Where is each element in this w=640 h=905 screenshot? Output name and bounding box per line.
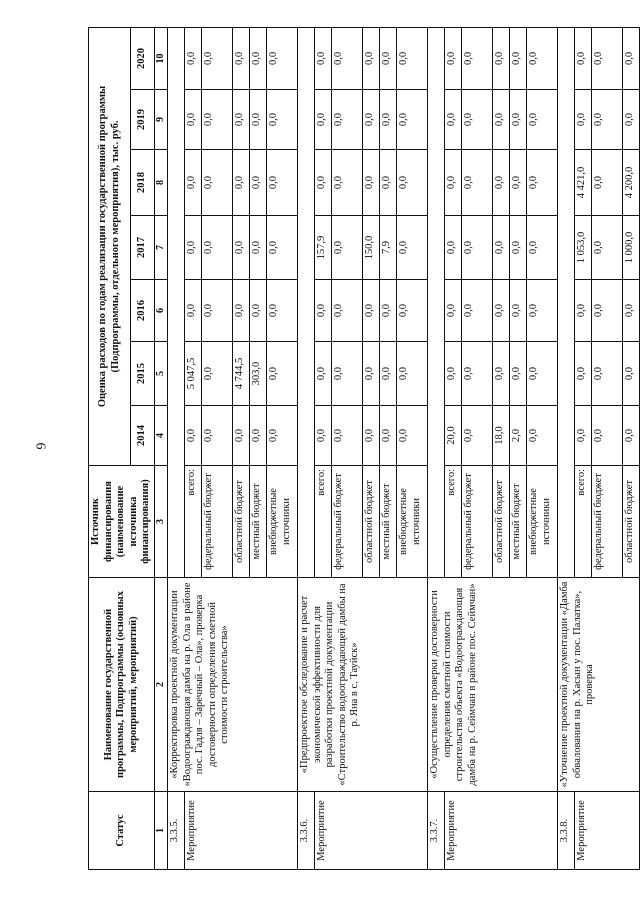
amount-cell: 0,0 bbox=[461, 406, 492, 466]
amount-cell: 0,0 bbox=[232, 90, 249, 150]
amount-cell: 0,0 bbox=[444, 150, 461, 216]
amount-cell: 0,0 bbox=[396, 90, 427, 150]
amount-cell: 0,0 bbox=[379, 406, 396, 466]
amount-cell: 0,0 bbox=[461, 216, 492, 280]
amount-cell: 0,0 bbox=[444, 216, 461, 280]
amount-cell: 0,0 bbox=[362, 150, 379, 216]
amount-cell: 0,0 bbox=[526, 27, 557, 89]
col-number: 4 bbox=[154, 406, 167, 466]
amount-cell: 0,0 bbox=[201, 150, 232, 216]
amount-cell: 0,0 bbox=[396, 280, 427, 342]
activity-name: «Предпроектное обследование и расчет экономической эффективности для разработки проектной документации «Строительство водоограждающей дамбы на р. Яна в с. Тауйск» bbox=[297, 578, 427, 792]
amount-cell: 157,9 bbox=[314, 216, 331, 280]
amount-cell: 0,0 bbox=[492, 150, 509, 216]
activity-status: Мероприятие bbox=[314, 792, 427, 870]
funding-source: местный бюджет bbox=[509, 466, 526, 578]
amount-cell: 0,0 bbox=[362, 280, 379, 342]
amount-cell: 0,0 bbox=[591, 406, 622, 466]
activity-code: 3.3.8. bbox=[557, 792, 574, 870]
amount-cell: 0,0 bbox=[591, 27, 622, 89]
amount-cell: 0,0 bbox=[184, 150, 201, 216]
amount-cell: 0,0 bbox=[509, 90, 526, 150]
amount-cell: 0,0 bbox=[184, 280, 201, 342]
year-2019: 2019 bbox=[131, 90, 155, 150]
header-estimate bbox=[89, 27, 131, 465]
amount-cell: 0,0 bbox=[509, 27, 526, 89]
amount-cell: 0,0 bbox=[184, 90, 201, 150]
funding-source: федеральный бюджет bbox=[201, 466, 232, 578]
amount-cell: 0,0 bbox=[622, 406, 639, 466]
amount-cell: 0,0 bbox=[526, 150, 557, 216]
col-number: 7 bbox=[154, 216, 167, 280]
amount-cell: 0,0 bbox=[266, 342, 297, 406]
header-name: Наименование государственной программы, Подпрограммы (основных мероприятий, мероприятий) bbox=[89, 578, 155, 792]
amount-cell: 0,0 bbox=[331, 216, 362, 280]
amount-cell: 0,0 bbox=[266, 216, 297, 280]
amount-cell: 0,0 bbox=[396, 216, 427, 280]
col-number: 5 bbox=[154, 342, 167, 406]
amount-cell: 0,0 bbox=[362, 406, 379, 466]
funding-source: областной бюджет bbox=[492, 466, 509, 578]
amount-cell: 0,0 bbox=[444, 27, 461, 89]
amount-cell: 0,0 bbox=[184, 406, 201, 466]
activity-name: «Уточнение проектной документации «Дамба обвалования на р. Хасын у пос. Палатка», проверка bbox=[557, 578, 639, 792]
col-number: 1 bbox=[154, 792, 167, 870]
amount-cell: 0,0 bbox=[622, 90, 639, 150]
funding-source: местный бюджет bbox=[249, 466, 266, 578]
amount-cell: 0,0 bbox=[461, 342, 492, 406]
funding-source: областной бюджет bbox=[622, 466, 639, 578]
amount-cell: 0,0 bbox=[266, 150, 297, 216]
funding-source: всего: bbox=[184, 466, 201, 578]
amount-cell: 0,0 bbox=[249, 90, 266, 150]
year-2016: 2016 bbox=[131, 280, 155, 342]
amount-cell: 0,0 bbox=[379, 280, 396, 342]
amount-cell: 0,0 bbox=[591, 90, 622, 150]
funding-source: внебюджетные источники bbox=[266, 466, 297, 578]
spacer-cell bbox=[167, 27, 184, 577]
amount-cell: 0,0 bbox=[314, 90, 331, 150]
table-row bbox=[167, 27, 184, 869]
amount-cell: 0,0 bbox=[362, 27, 379, 89]
amount-cell: 18,0 bbox=[492, 406, 509, 466]
amount-cell: 0,0 bbox=[266, 280, 297, 342]
spacer-cell bbox=[427, 27, 444, 577]
funding-source: областной бюджет bbox=[362, 466, 379, 578]
amount-cell: 0,0 bbox=[379, 342, 396, 406]
amount-cell: 0,0 bbox=[184, 216, 201, 280]
activity-code: 3.3.5. bbox=[167, 792, 184, 870]
amount-cell: 0,0 bbox=[331, 150, 362, 216]
funding-source: всего: bbox=[314, 466, 331, 578]
amount-cell: 0,0 bbox=[591, 342, 622, 406]
amount-cell: 0,0 bbox=[201, 216, 232, 280]
table-row bbox=[557, 27, 574, 869]
amount-cell: 0,0 bbox=[232, 406, 249, 466]
amount-cell: 0,0 bbox=[232, 216, 249, 280]
amount-cell: 0,0 bbox=[232, 280, 249, 342]
amount-cell: 0,0 bbox=[249, 27, 266, 89]
activity-name: «Корректировка проектной документации «Водоограждающая дамба на р. Ола в районе пос. Гадля – Заречный – Ола», проверка достоверности определения сметной стоимости строительства» bbox=[167, 578, 297, 792]
amount-cell: 0,0 bbox=[492, 27, 509, 89]
activity-code: 3.3.7. bbox=[427, 792, 444, 870]
amount-cell: 0,0 bbox=[526, 90, 557, 150]
table-body bbox=[167, 27, 639, 869]
amount-cell: 0,0 bbox=[509, 280, 526, 342]
table-row bbox=[427, 27, 444, 869]
col-number: 2 bbox=[154, 578, 167, 792]
activity-status: Мероприятие bbox=[184, 792, 297, 870]
funding-source: федеральный бюджет bbox=[591, 466, 622, 578]
amount-cell: 0,0 bbox=[201, 280, 232, 342]
funding-source: всего: bbox=[444, 466, 461, 578]
amount-cell: 0,0 bbox=[232, 150, 249, 216]
header-source: Источник финансирования (наименование источника финансирования) bbox=[89, 466, 155, 578]
amount-cell: 0,0 bbox=[574, 280, 591, 342]
amount-cell: 0,0 bbox=[622, 342, 639, 406]
amount-cell: 0,0 bbox=[526, 342, 557, 406]
amount-cell: 0,0 bbox=[266, 406, 297, 466]
header-estimate-line1: Оценка расходов по годам реализации государственной программы bbox=[97, 85, 109, 408]
amount-cell: 0,0 bbox=[509, 342, 526, 406]
funding-source: внебюджетные источники bbox=[396, 466, 427, 578]
amount-cell: 4 744,5 bbox=[232, 342, 249, 406]
col-number: 6 bbox=[154, 280, 167, 342]
funding-source: всего: bbox=[574, 466, 591, 578]
amount-cell: 0,0 bbox=[201, 27, 232, 89]
amount-cell: 0,0 bbox=[492, 342, 509, 406]
year-2018: 2018 bbox=[131, 150, 155, 216]
amount-cell: 0,0 bbox=[574, 27, 591, 89]
amount-cell: 0,0 bbox=[526, 280, 557, 342]
amount-cell: 0,0 bbox=[184, 27, 201, 89]
amount-cell: 0,0 bbox=[461, 150, 492, 216]
amount-cell: 4 200,0 bbox=[622, 150, 639, 216]
amount-cell: 0,0 bbox=[249, 280, 266, 342]
amount-cell: 0,0 bbox=[444, 342, 461, 406]
amount-cell: 0,0 bbox=[201, 90, 232, 150]
header-estimate-line2: (Подпрограммы, отдельного мероприятия), тыс. руб. bbox=[109, 120, 121, 373]
amount-cell: 0,0 bbox=[574, 406, 591, 466]
amount-cell: 0,0 bbox=[331, 280, 362, 342]
amount-cell: 0,0 bbox=[574, 90, 591, 150]
amount-cell: 303,0 bbox=[249, 342, 266, 406]
amount-cell: 0,0 bbox=[331, 27, 362, 89]
amount-cell: 0,0 bbox=[331, 406, 362, 466]
amount-cell: 0,0 bbox=[444, 90, 461, 150]
spacer-cell bbox=[297, 27, 314, 577]
col-number: 10 bbox=[154, 27, 167, 89]
amount-cell: 0,0 bbox=[314, 150, 331, 216]
amount-cell: 0,0 bbox=[331, 342, 362, 406]
amount-cell: 0,0 bbox=[444, 280, 461, 342]
activity-code: 3.3.6. bbox=[297, 792, 314, 870]
amount-cell: 0,0 bbox=[379, 90, 396, 150]
amount-cell: 0,0 bbox=[249, 406, 266, 466]
amount-cell: 0,0 bbox=[461, 90, 492, 150]
year-2014: 2014 bbox=[131, 406, 155, 466]
amount-cell: 4 421,0 bbox=[574, 150, 591, 216]
amount-cell: 0,0 bbox=[379, 27, 396, 89]
header-status: Статус bbox=[89, 792, 155, 870]
amount-cell: 0,0 bbox=[266, 90, 297, 150]
activity-status: Мероприятие bbox=[444, 792, 557, 870]
amount-cell: 2,0 bbox=[509, 406, 526, 466]
amount-cell: 1 053,0 bbox=[574, 216, 591, 280]
amount-cell: 0,0 bbox=[314, 342, 331, 406]
amount-cell: 0,0 bbox=[362, 342, 379, 406]
amount-cell: 0,0 bbox=[314, 406, 331, 466]
budget-table bbox=[88, 27, 640, 870]
amount-cell: 0,0 bbox=[574, 342, 591, 406]
year-2020: 2020 bbox=[131, 27, 155, 89]
amount-cell: 0,0 bbox=[526, 216, 557, 280]
amount-cell: 0,0 bbox=[266, 27, 297, 89]
amount-cell: 0,0 bbox=[396, 406, 427, 466]
amount-cell: 0,0 bbox=[362, 90, 379, 150]
activity-name: «Осуществление проверки достоверности определения сметной стоимости строительства объекта «Водоограждающая дамба на р. Сеймчан в районе пос. Сеймчан» bbox=[427, 578, 557, 792]
amount-cell: 0,0 bbox=[249, 150, 266, 216]
amount-cell: 0,0 bbox=[461, 280, 492, 342]
amount-cell: 0,0 bbox=[396, 342, 427, 406]
amount-cell: 150,0 bbox=[362, 216, 379, 280]
amount-cell: 0,0 bbox=[526, 406, 557, 466]
amount-cell: 0,0 bbox=[492, 216, 509, 280]
amount-cell: 5 047,5 bbox=[184, 342, 201, 406]
amount-cell: 0,0 bbox=[396, 27, 427, 89]
page-number: 6 bbox=[32, 442, 48, 450]
amount-cell: 0,0 bbox=[622, 27, 639, 89]
amount-cell: 0,0 bbox=[396, 150, 427, 216]
amount-cell: 0,0 bbox=[314, 27, 331, 89]
amount-cell: 7,9 bbox=[379, 216, 396, 280]
amount-cell: 0,0 bbox=[201, 342, 232, 406]
amount-cell: 1 000,0 bbox=[622, 216, 639, 280]
rotated-table-wrapper bbox=[88, 28, 635, 870]
amount-cell: 0,0 bbox=[232, 27, 249, 89]
year-2015: 2015 bbox=[131, 342, 155, 406]
amount-cell: 0,0 bbox=[461, 27, 492, 89]
amount-cell: 0,0 bbox=[509, 150, 526, 216]
funding-source: внебюджетные источники bbox=[526, 466, 557, 578]
amount-cell: 0,0 bbox=[492, 90, 509, 150]
col-number: 3 bbox=[154, 466, 167, 578]
funding-source: федеральный бюджет bbox=[461, 466, 492, 578]
amount-cell: 0,0 bbox=[591, 280, 622, 342]
amount-cell: 0,0 bbox=[249, 216, 266, 280]
amount-cell: 0,0 bbox=[314, 280, 331, 342]
amount-cell: 0,0 bbox=[331, 90, 362, 150]
col-number: 9 bbox=[154, 90, 167, 150]
year-2017: 2017 bbox=[131, 216, 155, 280]
funding-source: федеральный бюджет bbox=[331, 466, 362, 578]
amount-cell: 0,0 bbox=[379, 150, 396, 216]
amount-cell: 0,0 bbox=[509, 216, 526, 280]
amount-cell: 20,0 bbox=[444, 406, 461, 466]
spacer-cell bbox=[557, 27, 574, 577]
activity-status: Мероприятие bbox=[574, 792, 639, 870]
funding-source: областной бюджет bbox=[232, 466, 249, 578]
table-row bbox=[297, 27, 314, 869]
col-number: 8 bbox=[154, 150, 167, 216]
amount-cell: 0,0 bbox=[492, 280, 509, 342]
amount-cell: 0,0 bbox=[591, 150, 622, 216]
amount-cell: 0,0 bbox=[201, 406, 232, 466]
funding-source: местный бюджет bbox=[379, 466, 396, 578]
amount-cell: 0,0 bbox=[591, 216, 622, 280]
amount-cell: 0,0 bbox=[622, 280, 639, 342]
